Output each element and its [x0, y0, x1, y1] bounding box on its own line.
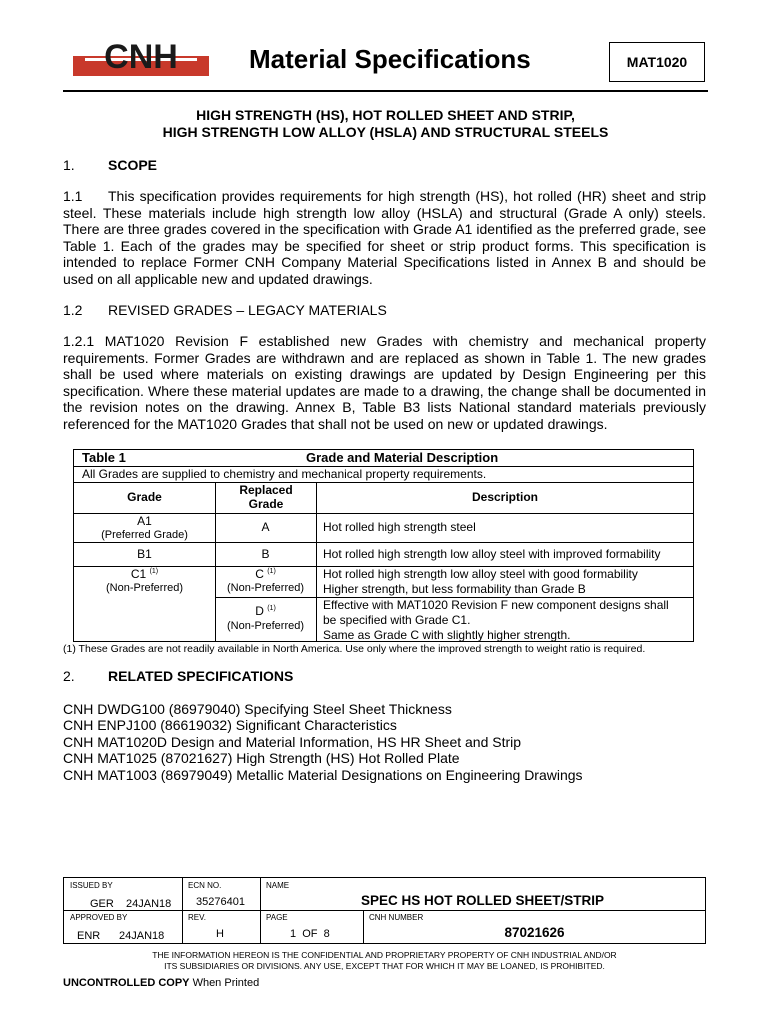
legal-line-1: THE INFORMATION HEREON IS THE CONFIDENTIAL AND PROPRIETARY PROPERTY OF CNH INDUSTRIAL AND/OR	[152, 950, 617, 960]
paragraph-1-1-text: This specification provides requirements for high strength (HS), hot rolled (HR) sheet and strip steel. These materials include high strength low alloy (HSLA) and structural (Grade A only) steels. There are three grades covered in the specification with Grade A1 identified as the preferred grade, see Table 1. Each of the grades may be specified for sheet or strip product forms. This specification is intended to replace Former CNH Company Material Specifications listed in Annex B and should be used on all applicable new and updated drawings.	[63, 188, 706, 287]
cnh-number-label: CNH NUMBER	[369, 913, 424, 922]
section2-heading	[63, 668, 293, 684]
title-block	[63, 877, 706, 944]
table-row-c-replaced-note: (Non-Preferred)	[226, 582, 305, 594]
table-row-b1-desc: Hot rolled high strength low alloy steel with improved formability	[323, 547, 661, 561]
table-1-label: Table 1	[82, 450, 126, 465]
table-row-a1-grade-note: (Preferred Grade)	[101, 529, 188, 541]
table-row-c-replaced: C $^{(1)}$	[255, 567, 276, 581]
section2-number: 2.	[63, 668, 75, 684]
table-row-d-desc-line2: be specified with Grade C1.	[323, 613, 471, 627]
rev-value: H	[216, 928, 224, 940]
page-label: PAGE	[266, 913, 288, 922]
column-header-description: Description	[471, 490, 538, 504]
uncontrolled-copy-notice	[63, 977, 259, 989]
name-label: NAME	[266, 881, 290, 890]
svg-text:CNH: CNH	[104, 38, 178, 76]
issued-by-value: GER	[90, 898, 114, 910]
paragraph-1-1	[63, 188, 706, 288]
column-header-grade: Grade	[127, 490, 162, 504]
doc-code-box: MAT1020	[609, 42, 705, 82]
paragraph-1-1-number: 1.1	[63, 188, 83, 204]
issued-date-value: 24JAN18	[126, 898, 172, 910]
section2-title: RELATED SPECIFICATIONS	[108, 668, 294, 684]
table-1-caption: Grade and Material Description	[306, 450, 499, 465]
table-row-b1-replaced: B	[261, 547, 270, 561]
page-value: 1 OF 8	[290, 928, 330, 940]
table-row-d-desc-line3: Same as Grade C with slightly higher strength.	[323, 628, 571, 642]
doc-title-line1: HIGH STRENGTH (HS), HOT ROLLED SHEET AND STRIP,	[196, 107, 575, 123]
section1-heading	[63, 157, 157, 173]
related-spec-item: CNH ENPJ100 (86619032) Significant Characteristics	[63, 717, 397, 733]
ecn-value: 35276401	[196, 896, 245, 908]
table-footnote: (1) These Grades are not readily available in North America. Use only where the improved strength to weight ratio is required.	[63, 643, 646, 655]
footnote-marker: (1)	[267, 605, 276, 612]
table-1-note: All Grades are supplied to chemistry and mechanical property requirements.	[82, 467, 487, 481]
table-row-c1-grade: C1 $^{(1)}$	[130, 567, 159, 581]
table-row-a1-replaced: A	[261, 520, 270, 534]
footnote-marker: (1)	[149, 568, 159, 575]
table-1	[73, 449, 694, 642]
related-spec-item: CNH MAT1003 (86979049) Metallic Material Designations on Engineering Drawings	[63, 767, 583, 783]
ecn-label: ECN NO.	[188, 881, 222, 890]
rev-label: REV.	[188, 913, 206, 922]
section1-title: SCOPE	[108, 157, 158, 173]
table-row-c1-desc-line1: Hot rolled high strength low alloy steel with good formability	[323, 567, 638, 581]
table-row-c1-desc-line2: Higher strength, but less formability than Grade B	[323, 582, 586, 596]
footnote-marker: (1)	[267, 568, 276, 575]
approved-by-label: APPROVED BY	[70, 913, 128, 922]
issued-by-label: ISSUED BY	[70, 881, 113, 890]
cnh-number-value: 87021626	[504, 925, 565, 940]
header-divider	[63, 90, 708, 92]
table-row-d-replaced-note: (Non-Preferred)	[226, 620, 305, 632]
section1-2-title: REVISED GRADES – LEGACY MATERIALS	[108, 302, 387, 318]
section1-number: 1.	[63, 157, 75, 173]
cnh-logo	[73, 37, 209, 76]
name-value: SPEC HS HOT ROLLED SHEET/STRIP	[360, 893, 605, 908]
table-row-d-desc-line1: Effective with MAT1020 Revision F new component designs shall	[323, 598, 669, 612]
legal-notice	[63, 950, 706, 972]
paragraph-1-2-1: 1.2.1 MAT1020 Revision F established new Grades with chemistry and mechanical property requirements. Former Grades are withdrawn and are replaced as shown in Table 1. The new grades shall be used where materials on existing drawings are updated by Design Engineering per this specification. Where these material updates are made to a drawing, the change shall be documented in the revision notes on the drawing. Annex B, Table B3 lists National standard materials previously referenced for the MAT1020 Grades that shall not be used on new or updated drawings.	[63, 333, 706, 432]
approved-by-value: ENR	[77, 930, 101, 942]
page-title: Material Specifications	[249, 44, 531, 74]
table-row-a1-desc: Hot rolled high strength steel	[323, 520, 476, 534]
table-row-a1-grade: A1	[137, 514, 152, 528]
doc-title-line2: HIGH STRENGTH LOW ALLOY (HSLA) AND STRUCTURAL STEELS	[162, 124, 609, 140]
table-row-d-replaced: D $^{(1)}$	[255, 604, 276, 618]
related-spec-item: CNH MAT1025 (87021627) High Strength (HS) Hot Rolled Plate	[63, 750, 460, 766]
uncontrolled-suffix: When Printed	[192, 977, 260, 989]
related-spec-item: CNH MAT1020D Design and Material Information, HS HR Sheet and Strip	[63, 734, 522, 750]
column-header-replaced-grade: Replaced Grade	[239, 483, 293, 511]
related-spec-item: CNH DWDG100 (86979040) Specifying Steel Sheet Thickness	[63, 701, 452, 717]
approved-date-value: 24JAN18	[119, 930, 165, 942]
section1-2-number: 1.2	[63, 302, 83, 318]
section1-2-heading	[63, 302, 387, 318]
uncontrolled-label: UNCONTROLLED COPY	[63, 977, 190, 989]
table-row-b1-grade: B1	[137, 547, 152, 561]
legal-line-2: ITS SUBSIDIARIES OR DIVISIONS. ANY USE, EXCEPT THAT FOR WHICH IT MAY BE LOANED, IS PROHIBITED.	[164, 961, 605, 971]
table-row-c1-grade-note: (Non-Preferred)	[105, 582, 184, 594]
